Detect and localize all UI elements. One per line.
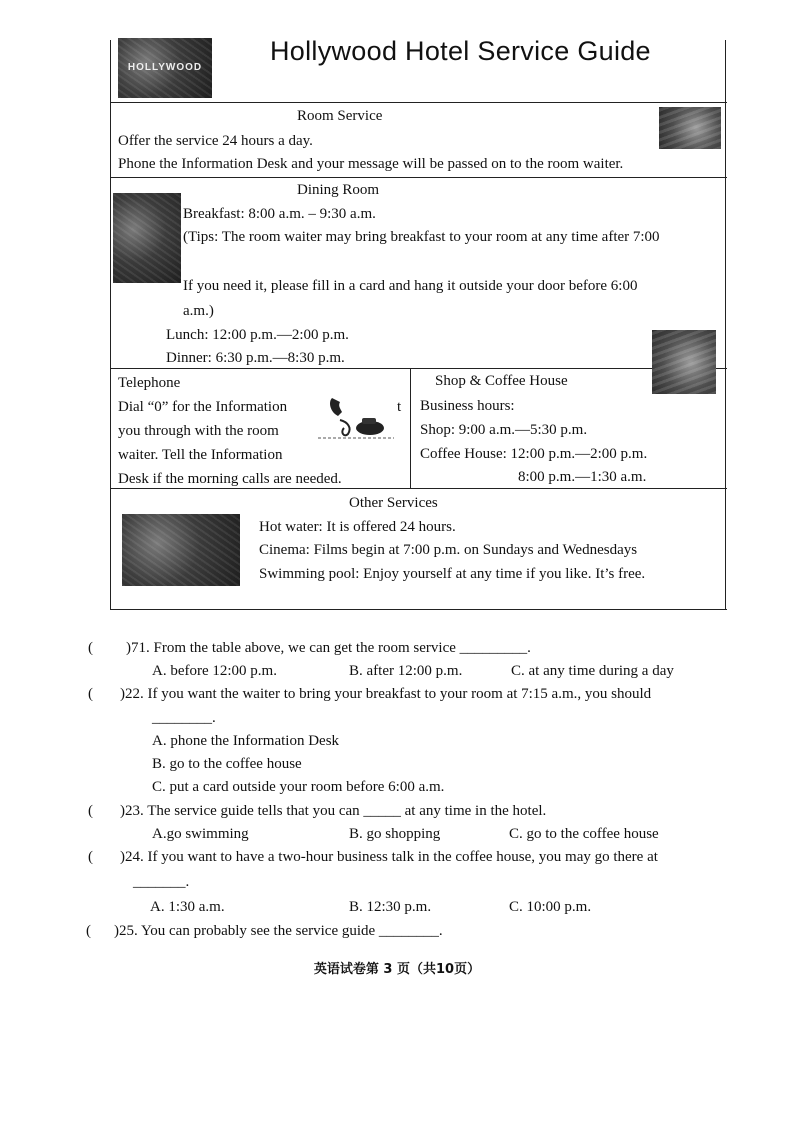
- other-line3: Swimming pool: Enjoy yourself at any time if you like. It’s free.: [259, 566, 646, 582]
- q2-option-a[interactable]: A. phone the Information Desk: [152, 733, 340, 749]
- q4-option-c[interactable]: C. 10:00 p.m.: [509, 899, 592, 915]
- q5-stem: )25. You can probably see the service guide ________.: [114, 923, 443, 939]
- q4-option-a[interactable]: A. 1:30 a.m.: [150, 899, 225, 915]
- other-line1: Hot water: It is offered 24 hours.: [259, 519, 456, 535]
- divider-telephone-shop: [410, 368, 411, 488]
- q2-stem-blank: ________.: [152, 710, 216, 726]
- room-service-line2: Phone the Information Desk and your message will be passed on to the room waiter.: [118, 156, 624, 172]
- dining-tips-line2: If you need it, please fill in a card and hang it outside your door before 6:00: [183, 278, 638, 294]
- dining-photo: [113, 193, 181, 283]
- shop-photo: [652, 330, 716, 394]
- pool-photo: [122, 514, 240, 586]
- shop-line3: Coffee House: 12:00 p.m.—2:00 p.m.: [420, 446, 648, 462]
- telephone-line4: Desk if the morning calls are needed.: [118, 471, 342, 487]
- shop-line4: 8:00 p.m.—1:30 a.m.: [518, 469, 647, 485]
- q4-paren: (: [88, 849, 93, 865]
- other-line2: Cinema: Films begin at 7:00 p.m. on Sundays and Wednesdays: [259, 542, 638, 558]
- q2-paren: (: [88, 686, 93, 702]
- q1-option-c[interactable]: C. at any time during a day: [511, 663, 674, 679]
- room-service-line1: Offer the service 24 hours a day.: [118, 133, 313, 149]
- q1-option-b[interactable]: B. after 12:00 p.m.: [349, 663, 463, 679]
- room-photo: [659, 107, 721, 149]
- logo-text: HOLLYWOOD: [127, 62, 203, 73]
- q1-paren: (: [88, 640, 93, 656]
- other-heading: Other Services: [349, 495, 438, 511]
- room-service-heading: Room Service: [297, 108, 383, 124]
- dining-breakfast: Breakfast: 8:00 a.m. – 9:30 a.m.: [183, 206, 376, 222]
- q4-stem-blank: _______.: [133, 874, 190, 890]
- dining-lunch: Lunch: 12:00 p.m.—2:00 p.m.: [166, 327, 349, 343]
- hollywood-logo-image: [118, 38, 212, 98]
- shop-line1: Business hours:: [420, 398, 515, 414]
- telephone-line1: Dial “0” for the Information: [118, 399, 288, 415]
- dining-tips-line3: a.m.): [183, 303, 214, 319]
- divider-header: [110, 102, 727, 103]
- shop-heading: Shop & Coffee House: [435, 373, 568, 389]
- q1-option-a[interactable]: A. before 12:00 p.m.: [152, 663, 277, 679]
- telephone-line1-end: t: [397, 399, 402, 415]
- divider-dining: [110, 368, 727, 369]
- q3-option-a[interactable]: A.go swimming: [152, 826, 249, 842]
- telephone-icon: [318, 392, 394, 444]
- dining-dinner: Dinner: 6:30 p.m.—8:30 p.m.: [166, 350, 345, 366]
- guide-bottom-border: [110, 609, 727, 610]
- q2-stem: )22. If you want the waiter to bring your breakfast to your room at 7:15 a.m., you should: [120, 686, 652, 702]
- divider-room-service: [110, 177, 727, 178]
- q2-option-b[interactable]: B. go to the coffee house: [152, 756, 302, 772]
- shop-line2: Shop: 9:00 a.m.—5:30 p.m.: [420, 422, 588, 438]
- telephone-line2: you through with the room: [118, 423, 279, 439]
- page-footer: 英语试卷第 3 页（共10页）: [313, 962, 481, 977]
- q5-paren: (: [86, 923, 91, 939]
- q4-stem: )24. If you want to have a two-hour business talk in the coffee house, you may go there at: [120, 849, 658, 865]
- q4-option-b[interactable]: B. 12:30 p.m.: [349, 899, 432, 915]
- q3-paren: (: [88, 803, 93, 819]
- q3-stem: )23. The service guide tells that you can _____ at any time in the hotel.: [120, 803, 547, 819]
- telephone-line3: waiter. Tell the Information: [118, 447, 283, 463]
- q1-stem: )71. From the table above, we can get the room service _________.: [126, 640, 531, 656]
- guide-right-border: [725, 40, 726, 610]
- q3-option-b[interactable]: B. go shopping: [349, 826, 441, 842]
- divider-mid: [110, 488, 727, 489]
- guide-title: Hollywood Hotel Service Guide: [270, 36, 651, 66]
- dining-heading: Dining Room: [297, 182, 380, 198]
- q2-option-c[interactable]: C. put a card outside your room before 6:00 a.m.: [152, 779, 445, 795]
- telephone-heading: Telephone: [118, 375, 181, 391]
- q3-option-c[interactable]: C. go to the coffee house: [509, 826, 659, 842]
- dining-tips-line1: (Tips: The room waiter may bring breakfast to your room at any time after 7:00: [183, 229, 660, 245]
- guide-left-border: [110, 40, 111, 610]
